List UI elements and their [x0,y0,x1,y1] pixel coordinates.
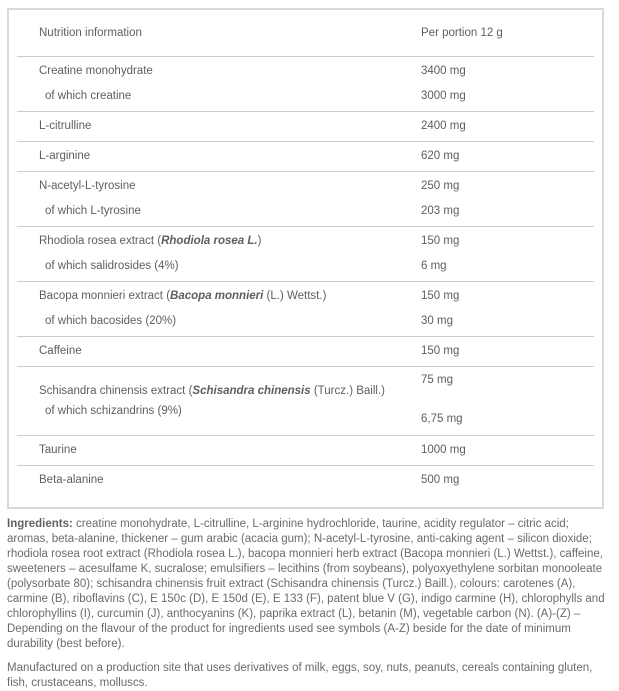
row-value: 2400 mg [421,120,466,132]
row-label: Caffeine [39,345,82,357]
table-row [9,142,602,171]
row-label: L-citrulline [39,120,92,132]
row-line [9,84,602,109]
row-value: 500 mg [421,474,460,486]
row-label: of which L-tyrosine [45,205,141,217]
row-value: 1000 mg [421,444,466,456]
row-value: 6,75 mg [421,413,463,425]
row-label: of which creatine [45,90,132,102]
table-header-portion: Per portion 12 g [421,27,503,39]
row-label: Creatine monohydrate [39,65,153,77]
row-label: Bacopa monnieri extract (Bacopa monnieri (L.) Wettst.) [39,290,327,302]
row-label: of which salidrosides (4%) [45,260,179,272]
nutrition-rows [9,56,602,507]
table-header-row [9,10,602,56]
row-line [9,339,602,364]
row-value: 3000 mg [421,90,466,102]
row-label: Rhodiola rosea extract (Rhodiola rosea L.) [39,235,262,247]
row-value: 620 mg [421,150,460,162]
table-row [9,466,602,507]
table-row [9,436,602,465]
row-value: 6 mg [421,260,447,272]
row-label: of which bacosides (20%) [45,315,177,327]
row-value: 203 mg [421,205,460,217]
row-value: 30 mg [421,315,453,327]
allergen-paragraph: Manufactured on a production site that uses derivatives of milk, eggs, soy, nuts, peanuts, cereals containing gluten, fish, crustaceans, molluscs. [7,662,593,689]
row-value-cell [421,367,602,435]
table-row [9,57,602,111]
row-line [9,468,602,493]
row-label: N-acetyl-L-tyrosine [39,180,136,192]
row-label: of which schizandrins (9%) [45,404,182,417]
ingredients-paragraph [7,517,612,652]
row-line [9,229,602,254]
nutrition-table [7,8,604,509]
row-line [9,254,602,279]
row-line [9,284,602,309]
ingredients-text: creatine monohydrate, L-citrulline, L-arginine hydrochloride, taurine, acidity regulator – citric acid; aromas, beta-alanine, thickener – gum arabic (acacia gum); N-acetyl-L-tyrosine, anti-caking agent – silicon dioxide; rhodiola rosea root extract (Rhodiola rosea L.), bacopa monnieri herb extract (Bacopa monnieri (L.) Wettst.), caffeine, sweeteners – acesulfame K, sucralose; emulsifiers – lecithins (from soybeans), polyoxyethylene sorbitan monooleate (polysorbate 80); schisandra chinensis fruit extract (Schisandra chinensis (Turcz.) Baill.), colours: carotenes (A), carmine (B), riboflavins (C), E 150c (D), E 150d (E), E 133 (F), patent blue V (G), indigo carmine (H), chlorophylls and chlorophyllins (I), curcumin (J), anthocyanins (K), paprika extract (L), betanin (M), vegetable carbon (N). (A)-(Z) – Depending on the flavour of the product for ingredients used see symbols (A-Z) beside for the date of minimum durability (best before). [7,518,605,650]
row-line [9,114,602,139]
ingredients-label: Ingredients: [7,518,73,530]
row-value: 150 mg [421,345,460,357]
table-row [9,112,602,141]
row-line [9,199,602,224]
row-line [9,59,602,84]
row-label: Taurine [39,444,77,456]
row-label-cell [9,367,421,435]
row-value: 3400 mg [421,65,466,77]
row-line [9,309,602,334]
row-value: 150 mg [421,235,460,247]
row-label: L-arginine [39,150,91,162]
footnotes [7,517,612,691]
row-label: Schisandra chinensis extract (Schisandra chinensis (Turcz.) Baill.) [39,384,385,397]
table-row [9,227,602,281]
table-row [9,367,602,435]
row-value: 150 mg [421,290,460,302]
row-line [9,438,602,463]
table-row [9,172,602,226]
row-value: 250 mg [421,180,460,192]
row-value: 75 mg [421,374,453,386]
row-line [9,174,602,199]
table-row [9,337,602,366]
table-header-title: Nutrition information [39,27,142,39]
row-line [9,144,602,169]
row-label: Beta-alanine [39,474,104,486]
table-row [9,282,602,336]
